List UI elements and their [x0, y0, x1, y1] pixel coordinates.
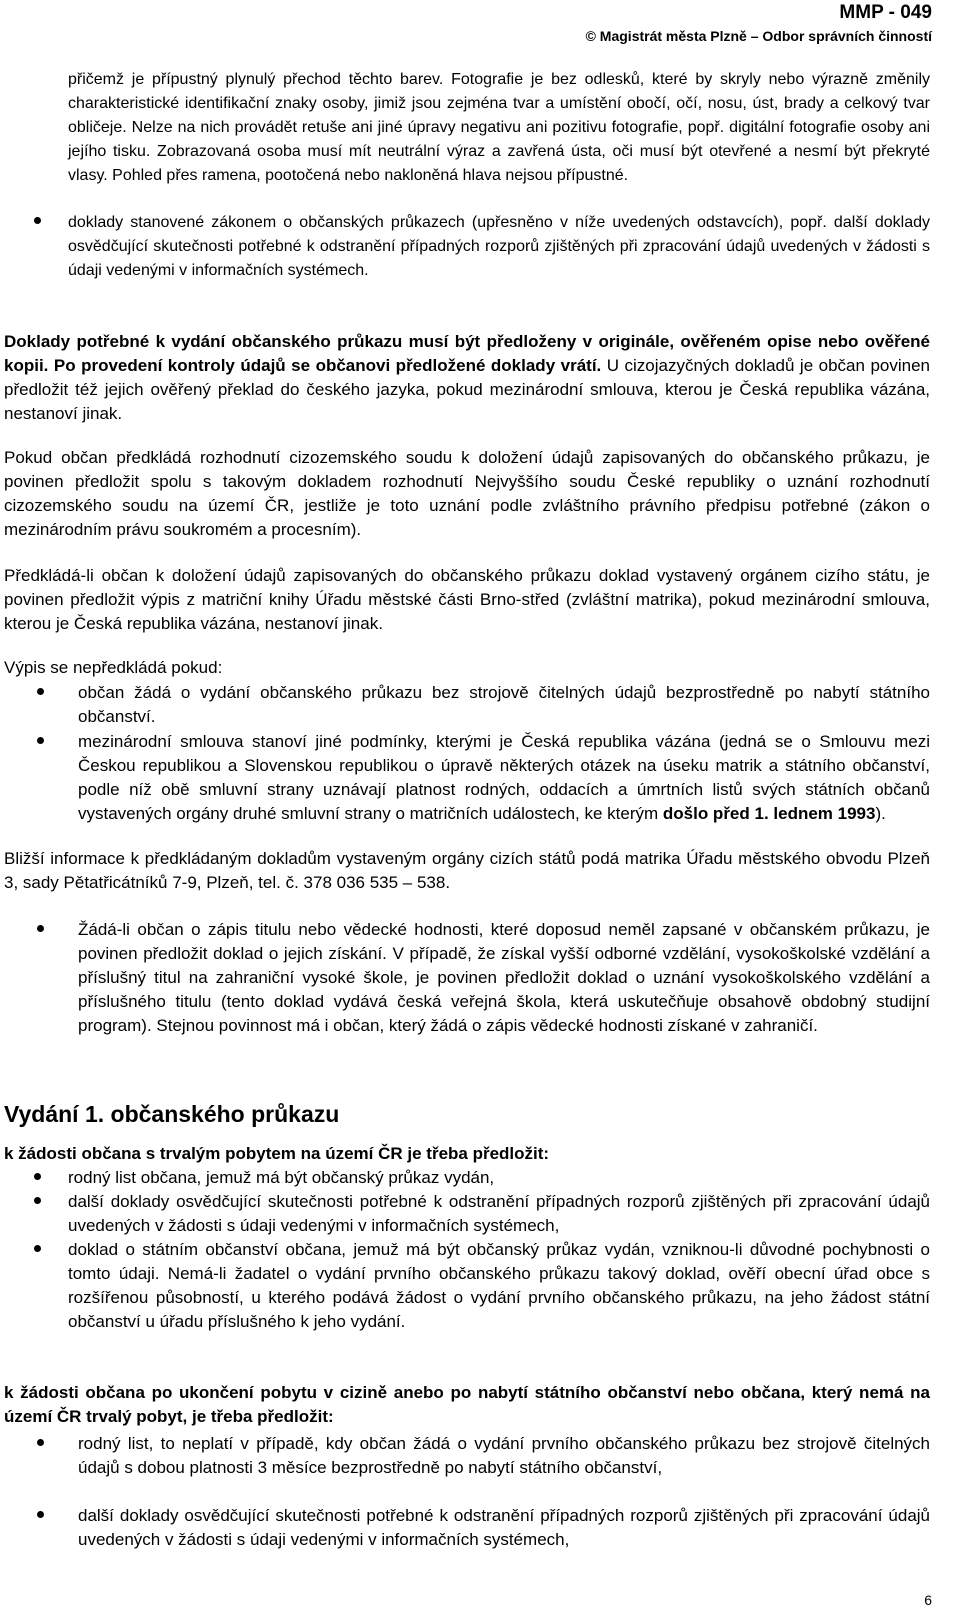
bullet [34, 217, 41, 224]
paragraph-more-info: Bližší informace k předkládaným dokladům vystaveným orgány cizích států podá matrika Úřadu městského obvodu Plzeň 3, sady Pětatřicátníků 7-9, Plzeň, tel. č. 378 036 535 – 538. [4, 849, 930, 892]
page-number: 6 [924, 1592, 932, 1608]
bullet [37, 737, 44, 744]
paragraph-vypis-intro: Výpis se nepředkládá pokud: [4, 658, 223, 677]
bullet [37, 1439, 44, 1446]
bullet [34, 1173, 41, 1180]
document-code: MMP - 049 [839, 2, 932, 23]
bullet [37, 688, 44, 695]
bullet [37, 925, 44, 932]
list-item-citizenship: doklad o státním občanství občana, jemuž má být občanský průkaz vydán, vzniknou-li důvodné pochybnosti o tomto údaji. Nemá-li žadatel o vydání prvního občanského průkazu takový doklad, ověří obecní úřad obce s rozšířenou působností, u kterého podává žádost o vydání prvního občanského průkazu, na jeho žádost státní občanství u úřadu příslušného k jeho vydání. [68, 1240, 930, 1331]
section-title: Vydání 1. občanského průkazu [4, 1101, 340, 1127]
list-item-title-degree: Žádá-li občan o zápis titulu nebo vědecké hodnosti, které doposud neměl zapsané v občanském průkazu, je povinen předložit doklad o jejich získání. V případě, že získal vyšší odborné vzdělání, vysokoškolské vzdělání a příslušný titul na zahraniční vysoké škole, je povinen předložit doklad o uznání vysokoškolského vzdělání a příslušného titulu (tento doklad vydává česká veřejná škola, která uskutečňuje obsahově obdobný studijní program). Stejnou povinnost má i občan, který žádá o zápis vědecké hodnosti získané v zahraničí. [78, 920, 930, 1035]
document-organization: © Magistrát města Plzně – Odbor správních činností [585, 28, 932, 44]
bullet [37, 1511, 44, 1518]
subsection-heading-permanent-residence: k žádosti občana s trvalým pobytem na území ČR je třeba předložit: [4, 1144, 550, 1163]
list-item-required-documents: doklady stanovené zákonem o občanských průkazech (upřesněno v níže uvedených odstavcích), popř. další doklady osvědčující skutečnosti potřebné k odstranění případných rozporů zjištěných při zpracování údajů uvedených v žádosti s údaji vedenými v informačních systémech. [68, 214, 930, 279]
list-item-other-documents-2: další doklady osvědčující skutečnosti potřebné k odstranění případných rozporů zjištěných při zpracování údajů uvedených v žádosti s údaji vedenými v informačních systémech, [78, 1506, 930, 1549]
bullet [34, 1197, 41, 1204]
paragraph-foreign-document: Předkládá-li občan k doložení údajů zapisovaných do občanského průkazu doklad vystavený orgánem cizího státu, je povinen předložit výpis z matriční knihy Úřadu městské části Brno-střed (zvláštní matrika), pokud mezinárodní smlouva, kterou je Česká republika vázána, nestanoví jinak. [4, 566, 930, 633]
paragraph-originals: Doklady potřebné k vydání občanského průkazu musí být předloženy v originále, ověřeném opise nebo ověřené kopii. Po provedení kontroly údajů se občanovi předložené doklady vrátí. U cizojazyčných dokladů je občan povinen předložit též jejich ověřený překlad do českého jazyka, pokud mezinárodní smlouva, kterou je Česká republika vázána, nestanoví jinak. [4, 332, 930, 423]
list-item-birth-certificate: rodný list občana, jemuž má být občanský průkaz vydán, [68, 1168, 495, 1187]
list-item-vypis-2: mezinárodní smlouva stanoví jiné podmínky, kterými je Česká republika vázána (jedná se o Smlouvu mezi Českou republikou a Slovenskou republikou o úpravě některých otázek na úseku matrik a státního občanství, podle níž obě smluvní strany uznávají platnost rodných, oddacích a úmrtních listů svých státních občanů vystavených orgány druhé smluvní strany o matričních událostech, ke kterým došlo před 1. lednem 1993). [78, 732, 930, 823]
list-item-photo-continuation: přičemž je přípustný plynulý přechod těchto barev. Fotografie je bez odlesků, které by skryly nebo výrazně změnily charakteristické identifikační znaky osoby, jimiž jsou zejména tvar a umístění obočí, očí, nosu, úst, brady a celkový tvar obličeje. Nelze na nich provádět retuše ani jiné úpravy negativu ani pozitivu fotografie, popř. digitální fotografie osoby ani jejího tisku. Zobrazovaná osoba musí mít neutrální výraz a zavřená ústa, oči musí být otevřené a nesmí být překryté vlasy. Pohled přes ramena, pootočená nebo nakloněná hlava nejsou přípustné. [68, 71, 930, 184]
list-item-other-documents: další doklady osvědčující skutečnosti potřebné k odstranění případných rozporů zjištěných při zpracování údajů uvedených v žádosti s údaji vedenými v informačních systémech, [68, 1192, 930, 1235]
list-item-vypis-1: občan žádá o vydání občanského průkazu bez strojově čitelných údajů bezprostředně po nabytí státního občanství. [78, 683, 930, 726]
subsection-heading-abroad: k žádosti občana po ukončení pobytu v cizině anebo po nabytí státního občanství nebo občana, který nemá na území ČR trvalý pobyt, je třeba předložit: [4, 1383, 930, 1426]
paragraph-foreign-court: Pokud občan předkládá rozhodnutí cizozemského soudu k doložení údajů zapisovaných do občanského průkazu, je povinen předložit spolu s takovým dokladem rozhodnutí Nejvyššího soudu České republiky o uznání rozhodnutí cizozemského soudu na území ČR, jestliže je toto uznání podle zvláštního právního předpisu potřebné (zákon o mezinárodním právu soukromém a procesním). [4, 448, 930, 539]
bullet [34, 1245, 41, 1252]
list-item-birth-certificate-2: rodný list, to neplatí v případě, kdy občan žádá o vydání prvního občanského průkazu bez strojově čitelných údajů s dobou platnosti 3 měsíce bezprostředně po nabytí státního občanství, [78, 1434, 930, 1477]
